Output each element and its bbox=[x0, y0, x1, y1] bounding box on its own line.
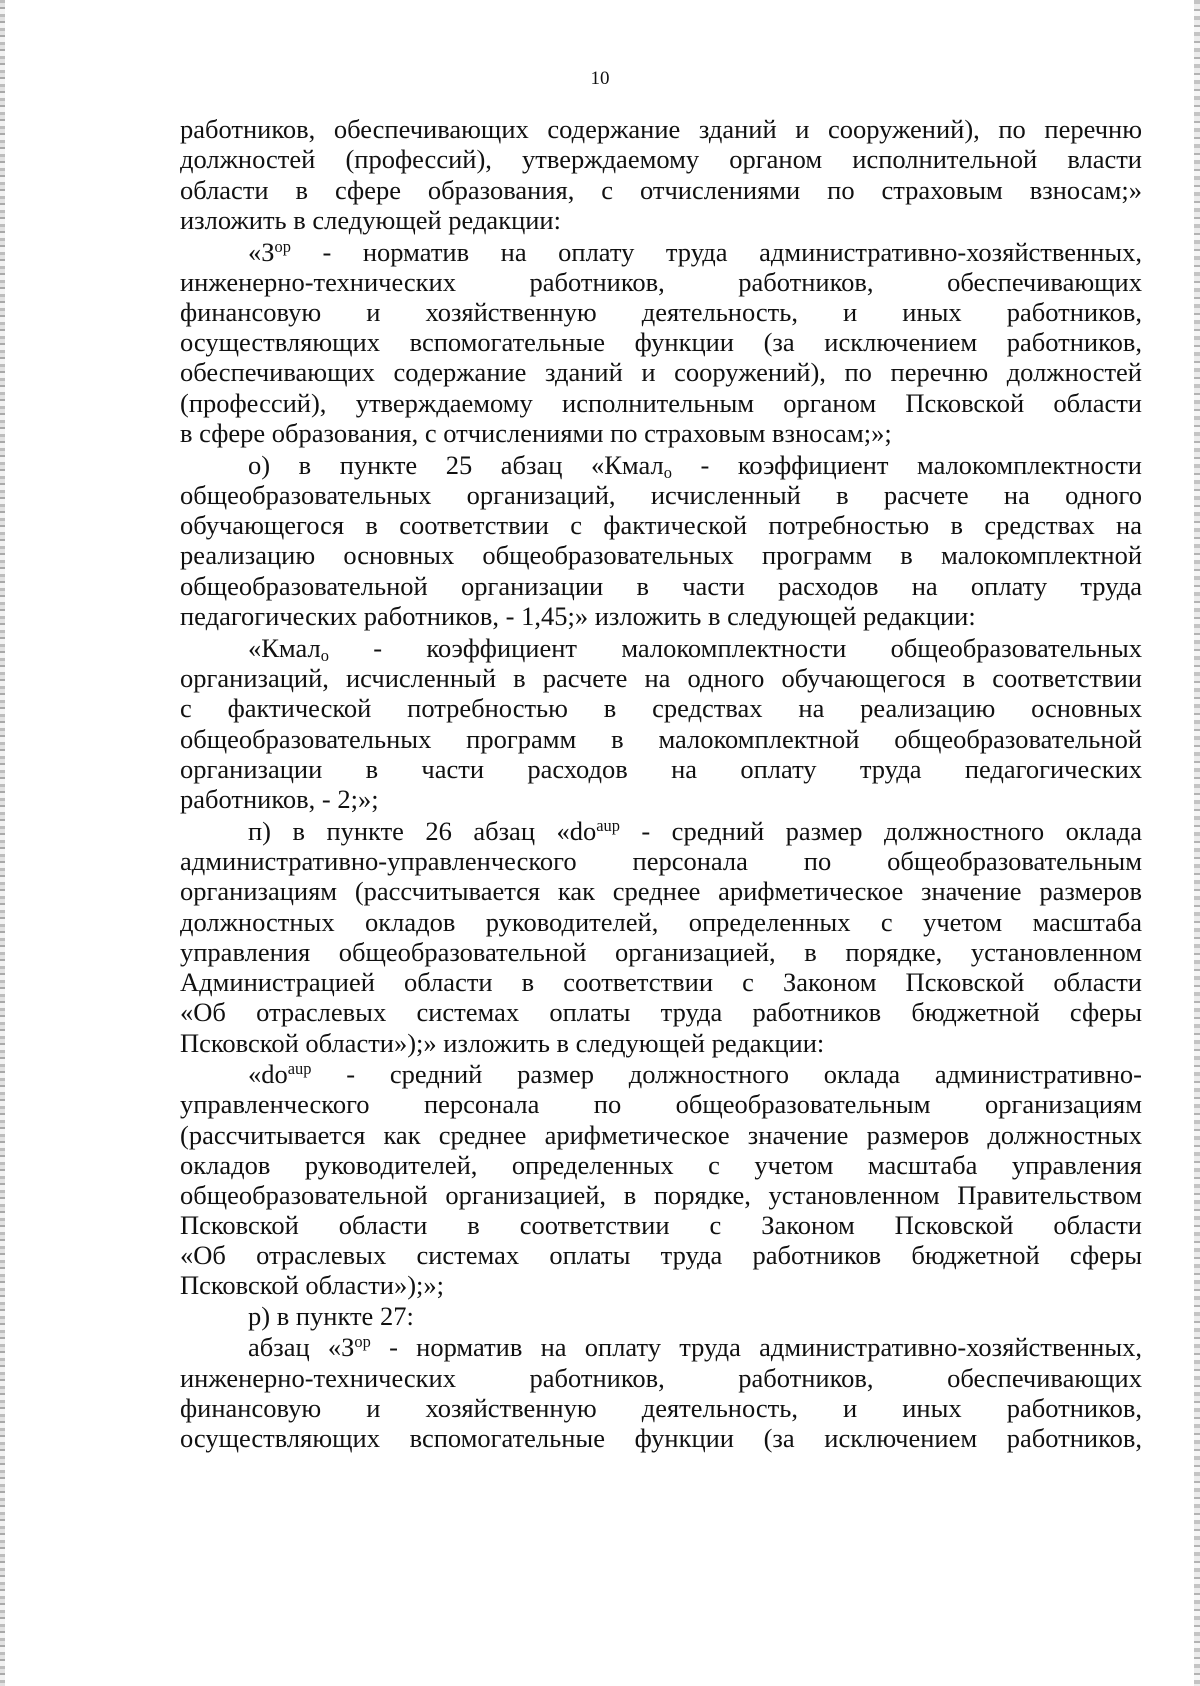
text-line: «Об отраслевых системах оплаты труда работников бюджетной сферы bbox=[180, 1240, 1142, 1270]
text-line: работников, - 2;»; bbox=[180, 784, 379, 814]
scan-edge-right bbox=[1194, 0, 1200, 1686]
text-line: финансовую и хозяйственную деятельность, и иных работников, bbox=[180, 297, 1142, 327]
text-line: изложить в следующей редакции: bbox=[180, 205, 561, 235]
text-line: инженерно-технических работников, работников, обеспечивающих bbox=[180, 1363, 1142, 1393]
text-line: общеобразовательной организации в части расходов на оплату труда bbox=[180, 571, 1142, 601]
text-line: должностных окладов руководителей, определенных с учетом масштаба bbox=[180, 907, 1142, 937]
text-line: административно-управленческого персонала по общеобразовательным bbox=[180, 846, 1142, 876]
text-line: в сфере образования, с отчислениями по страховым взносам;»; bbox=[180, 418, 892, 448]
text-line: Псковской области»);» изложить в следующей редакции: bbox=[180, 1028, 825, 1058]
text-line: общеобразовательных организаций, исчисленный в расчете на одного bbox=[180, 480, 1142, 510]
text-line: обучающегося в соответствии с фактической потребностью в средствах на bbox=[180, 510, 1142, 540]
scan-edge-left bbox=[0, 0, 5, 1686]
text-line: «Кмал$_о$ - коэффициент малокомплектности общеобразовательных bbox=[248, 633, 1142, 666]
text-line: (рассчитывается как среднее арифметическое значение размеров должностных bbox=[180, 1120, 1142, 1150]
text-line: осуществляющих вспомогательные функции (за исключением работников, bbox=[180, 1423, 1142, 1453]
text-line: «Об отраслевых системах оплаты труда работников бюджетной сферы bbox=[180, 997, 1142, 1027]
text-line: (профессий), утверждаемому исполнительным органом Псковской области bbox=[180, 388, 1142, 418]
text-line: «$З^{ор}$ - норматив на оплату труда административно-хозяйственных, bbox=[248, 236, 1142, 267]
text-line: управленческого персонала по общеобразовательным организациям bbox=[180, 1089, 1142, 1119]
text-line: абзац «$З^{ор}$ - норматив на оплату труда административно-хозяйственных, bbox=[248, 1331, 1142, 1362]
text-line: Псковской области в соответствии с Законом Псковской области bbox=[180, 1210, 1142, 1240]
text-line: Администрацией области в соответствии с Законом Псковской области bbox=[180, 967, 1142, 997]
text-line: осуществляющих вспомогательные функции (за исключением работников, bbox=[180, 327, 1142, 357]
text-line: общеобразовательных программ в малокомплектной общеобразовательной bbox=[180, 724, 1142, 754]
text-line: организациям (рассчитывается как среднее арифметическое значение размеров bbox=[180, 876, 1142, 906]
text-line: должностей (профессий), утверждаемому органом исполнительной власти bbox=[180, 144, 1142, 174]
text-line: работников, обеспечивающих содержание зданий и сооружений), по перечню bbox=[180, 114, 1142, 144]
text-line: организации в части расходов на оплату труда педагогических bbox=[180, 754, 1142, 784]
text-line: управления общеобразовательной организацией, в порядке, установленном bbox=[180, 937, 1142, 967]
text-line: о) в пункте 25 абзац «Кмал$_о$ - коэффициент малокомплектности bbox=[248, 450, 1142, 483]
text-line: общеобразовательной организацией, в порядке, установленном Правительством bbox=[180, 1180, 1142, 1210]
text-line: «$do^{aup}$ - средний размер должностного оклада административно- bbox=[248, 1058, 1142, 1089]
page-number: 10 bbox=[590, 68, 610, 89]
text-line: р) в пункте 27: bbox=[248, 1301, 414, 1331]
text-line: организаций, исчисленный в расчете на одного обучающегося в соответствии bbox=[180, 663, 1142, 693]
text-line: окладов руководителей, определенных с учетом масштаба управления bbox=[180, 1150, 1142, 1180]
text-line: педагогических работников, - 1,45;» изложить в следующей редакции: bbox=[180, 601, 976, 631]
text-line: инженерно-технических работников, работников, обеспечивающих bbox=[180, 267, 1142, 297]
text-line: обеспечивающих содержание зданий и сооружений), по перечню должностей bbox=[180, 357, 1142, 387]
text-line: финансовую и хозяйственную деятельность, и иных работников, bbox=[180, 1393, 1142, 1423]
text-line: области в сфере образования, с отчислениями по страховым взносам;» bbox=[180, 175, 1142, 205]
text-line: п) в пункте 26 абзац «$do^{aup}$ - средний размер должностного оклада bbox=[248, 815, 1142, 846]
text-line: с фактической потребностью в средствах на реализацию основных bbox=[180, 693, 1142, 723]
text-line: реализацию основных общеобразовательных программ в малокомплектной bbox=[180, 540, 1142, 570]
text-line: Псковской области»);»; bbox=[180, 1270, 445, 1300]
